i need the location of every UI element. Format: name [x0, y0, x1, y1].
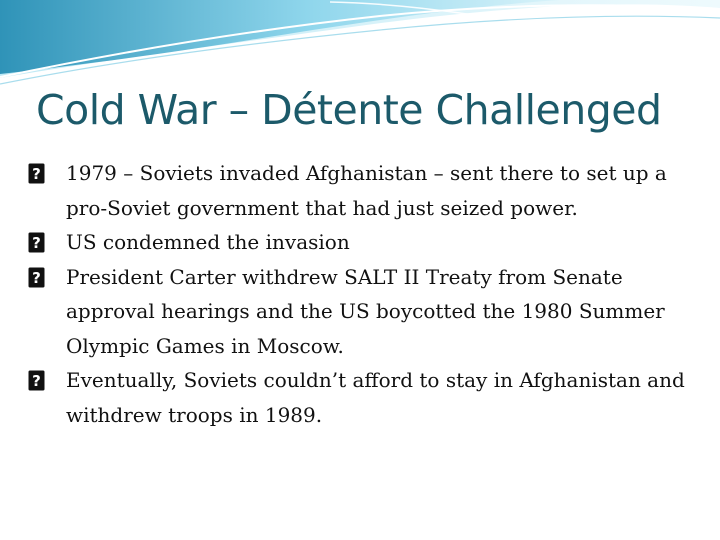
bullet-text: President Carter withdrew SALT II Treaty from Senate approval hearings and the US boycotted the 1980 Summer Olympic Games in Moscow.	[66, 264, 665, 358]
replacement-character-icon	[28, 232, 45, 253]
svg-text:?: ?	[32, 234, 41, 252]
svg-text:?: ?	[32, 372, 41, 390]
slide-title: Cold War – Détente Challenged	[36, 86, 662, 134]
bullet-item	[28, 260, 700, 364]
bullet-text: US condemned the invasion	[66, 230, 350, 254]
bullet-text: Eventually, Soviets couldn’t afford to stay in Afghanistan and withdrew troops in 1989.	[66, 368, 685, 427]
bullet-text: 1979 – Soviets invaded Afghanistan – sent there to set up a pro-Soviet government that had just seized power.	[66, 161, 667, 220]
bullet-list	[28, 156, 700, 432]
replacement-character-icon	[28, 163, 45, 184]
bullet-item	[28, 156, 700, 225]
header-wave-decoration	[0, 0, 720, 90]
svg-text:?: ?	[32, 268, 41, 287]
replacement-character-icon	[28, 370, 45, 391]
bullet-item	[28, 363, 700, 432]
svg-text:?: ?	[32, 165, 41, 183]
replacement-character-icon	[28, 267, 45, 288]
bullet-item	[28, 225, 700, 260]
